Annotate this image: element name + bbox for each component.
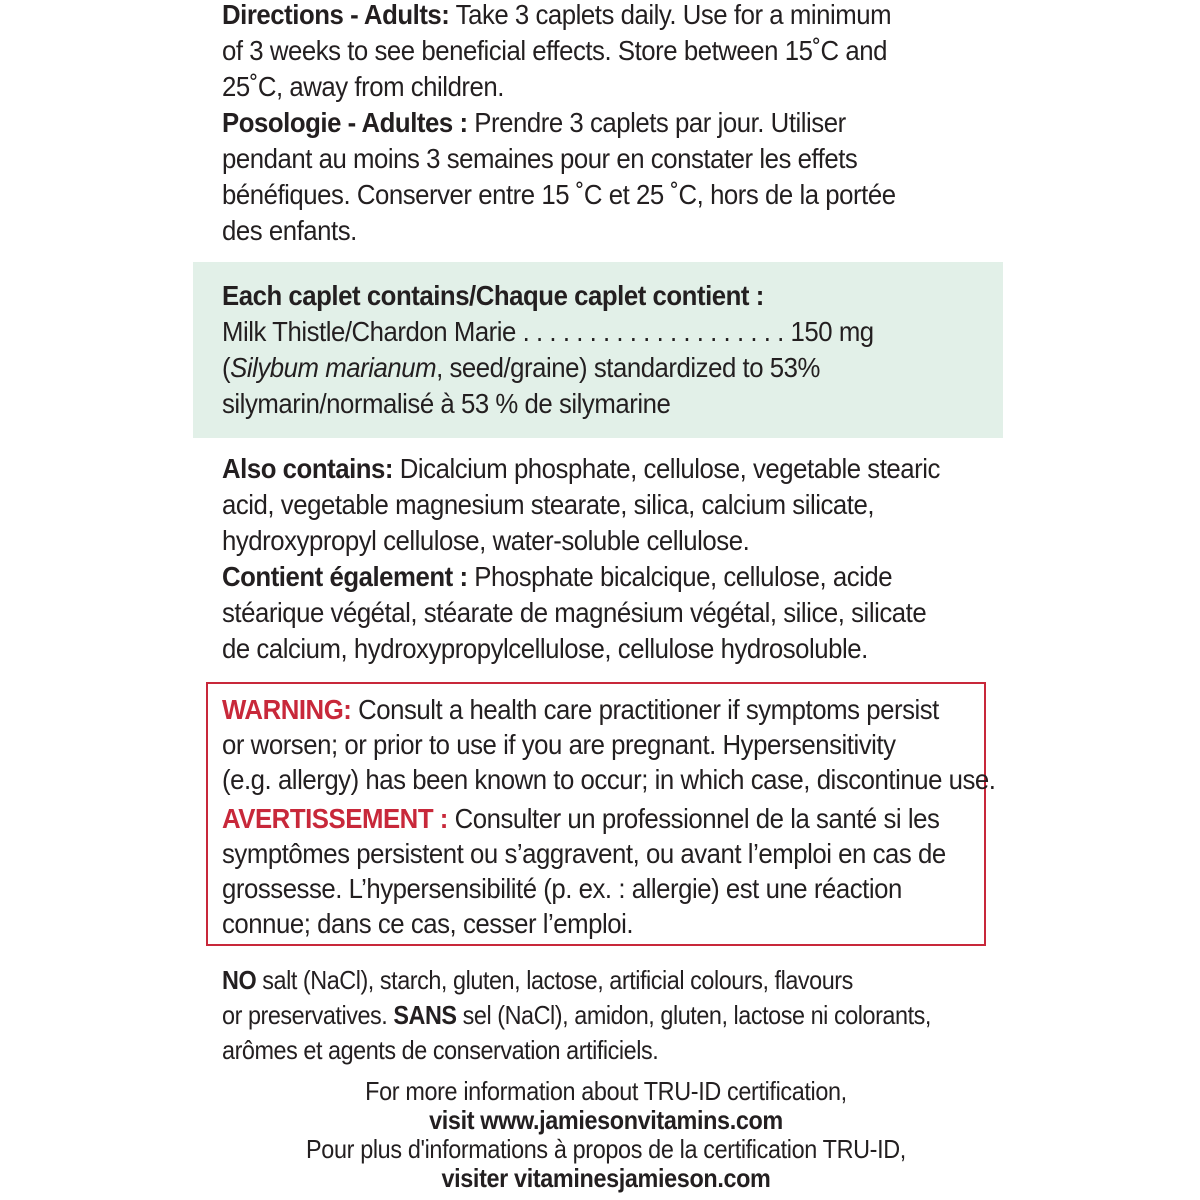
warning-fr-line-3: grossesse. L’hypersensibilité (p. ex. : allergie) est une réaction (222, 873, 902, 904)
warning-en-line-1: WARNING: Consult a health care practitioner if symptoms persist (222, 694, 939, 725)
free-from-line-1: NO salt (NaCl), starch, gluten, lactose, artificial colours, flavours (222, 965, 853, 995)
also-contains-en-line-2: acid, vegetable magnesium stearate, silica, calcium silicate, (222, 489, 875, 520)
warning-en-line-2: or worsen; or prior to use if you are pregnant. Hypersensitivity (222, 729, 896, 760)
footer-en-info: For more information about TRU-ID certification, (365, 1076, 847, 1106)
directions-fr-label: Posologie - Adultes : (222, 107, 468, 138)
ingredient-name: Milk Thistle/Chardon Marie (222, 316, 516, 347)
directions-en-label: Directions - Adults: (222, 0, 450, 30)
also-contains-fr-line-1: Contient également : Phosphate bicalcique, cellulose, acide (222, 561, 893, 592)
directions-en-line-3: 25˚C, away from children. (222, 71, 504, 102)
ingredient-latin-name: Silybum marianum (230, 352, 437, 383)
directions-en-line-2: of 3 weeks to see beneficial effects. Store between 15˚C and (222, 35, 888, 66)
directions-fr-line-2: pendant au moins 3 semaines pour en constater les effets (222, 143, 858, 174)
ingredients-section (222, 278, 921, 422)
ingredient-dot-leader: . . . . . . . . . . . . . . . . . . . . (515, 316, 791, 347)
ingredient-row (222, 314, 921, 350)
also-contains-en-line-1: Also contains: Dicalcium phosphate, cellulose, vegetable stearic (222, 453, 940, 484)
ingredient-source-line: (Silybum marianum, seed/graine) standardized to 53% (222, 352, 820, 383)
footer-fr-info: Pour plus d'informations à propos de la certification TRU-ID, (306, 1134, 906, 1164)
directions-en-line-1: Directions - Adults: Take 3 caplets daily. Use for a minimum (222, 0, 892, 30)
directions-fr-line-3: bénéfiques. Conserver entre 15 ˚C et 25 ˚C, hors de la portée (222, 179, 896, 210)
warning-fr-line-1: AVERTISSEMENT : Consulter un professionnel de la santé si les (222, 803, 940, 834)
warning-fr-line-2: symptômes persistent ou s’aggravent, ou avant l’emploi en cas de (222, 838, 946, 869)
ingredients-heading: Each caplet contains/Chaque caplet contient : (222, 280, 764, 311)
also-contains-en-label: Also contains: (222, 453, 394, 484)
also-contains-en-line-3: hydroxypropyl cellulose, water-soluble cellulose. (222, 525, 750, 556)
ingredient-amount: 150 mg (790, 316, 874, 347)
warning-section (222, 692, 996, 941)
directions-fr-line-4: des enfants. (222, 215, 357, 246)
also-contains-section (222, 451, 940, 667)
also-contains-fr-line-3: de calcium, hydroxypropylcellulose, cellulose hydrosoluble. (222, 633, 868, 664)
warning-label: WARNING: (222, 694, 352, 725)
avertissement-label: AVERTISSEMENT : (222, 803, 448, 834)
warning-en-line-3: (e.g. allergy) has been known to occur; in which case, discontinue use. (222, 764, 996, 795)
sans-word: SANS (393, 1000, 457, 1030)
tru-id-footer (0, 1077, 1200, 1193)
ingredient-standardization-fr: silymarin/normalisé à 53 % de silymarine (222, 388, 671, 419)
footer-fr-visit-link[interactable]: visiter vitaminesjamieson.com (441, 1163, 771, 1193)
also-contains-fr-line-2: stéarique végétal, stéarate de magnésium végétal, silice, silicate (222, 597, 927, 628)
free-from-line-2: or preservatives. SANS sel (NaCl), amidon, gluten, lactose ni colorants, (222, 1000, 931, 1030)
footer-en-visit-link[interactable]: visit www.jamiesonvitamins.com (429, 1105, 783, 1135)
no-word: NO (222, 965, 257, 995)
directions-section (222, 0, 921, 249)
free-from-section (222, 963, 931, 1068)
warning-fr-line-4: connue; dans ce cas, cesser l’emploi. (222, 908, 634, 939)
free-from-line-3: arômes et agents de conservation artificiels. (222, 1035, 659, 1065)
also-contains-fr-label: Contient également : (222, 561, 468, 592)
directions-fr-line-1: Posologie - Adultes : Prendre 3 caplets par jour. Utiliser (222, 107, 846, 138)
